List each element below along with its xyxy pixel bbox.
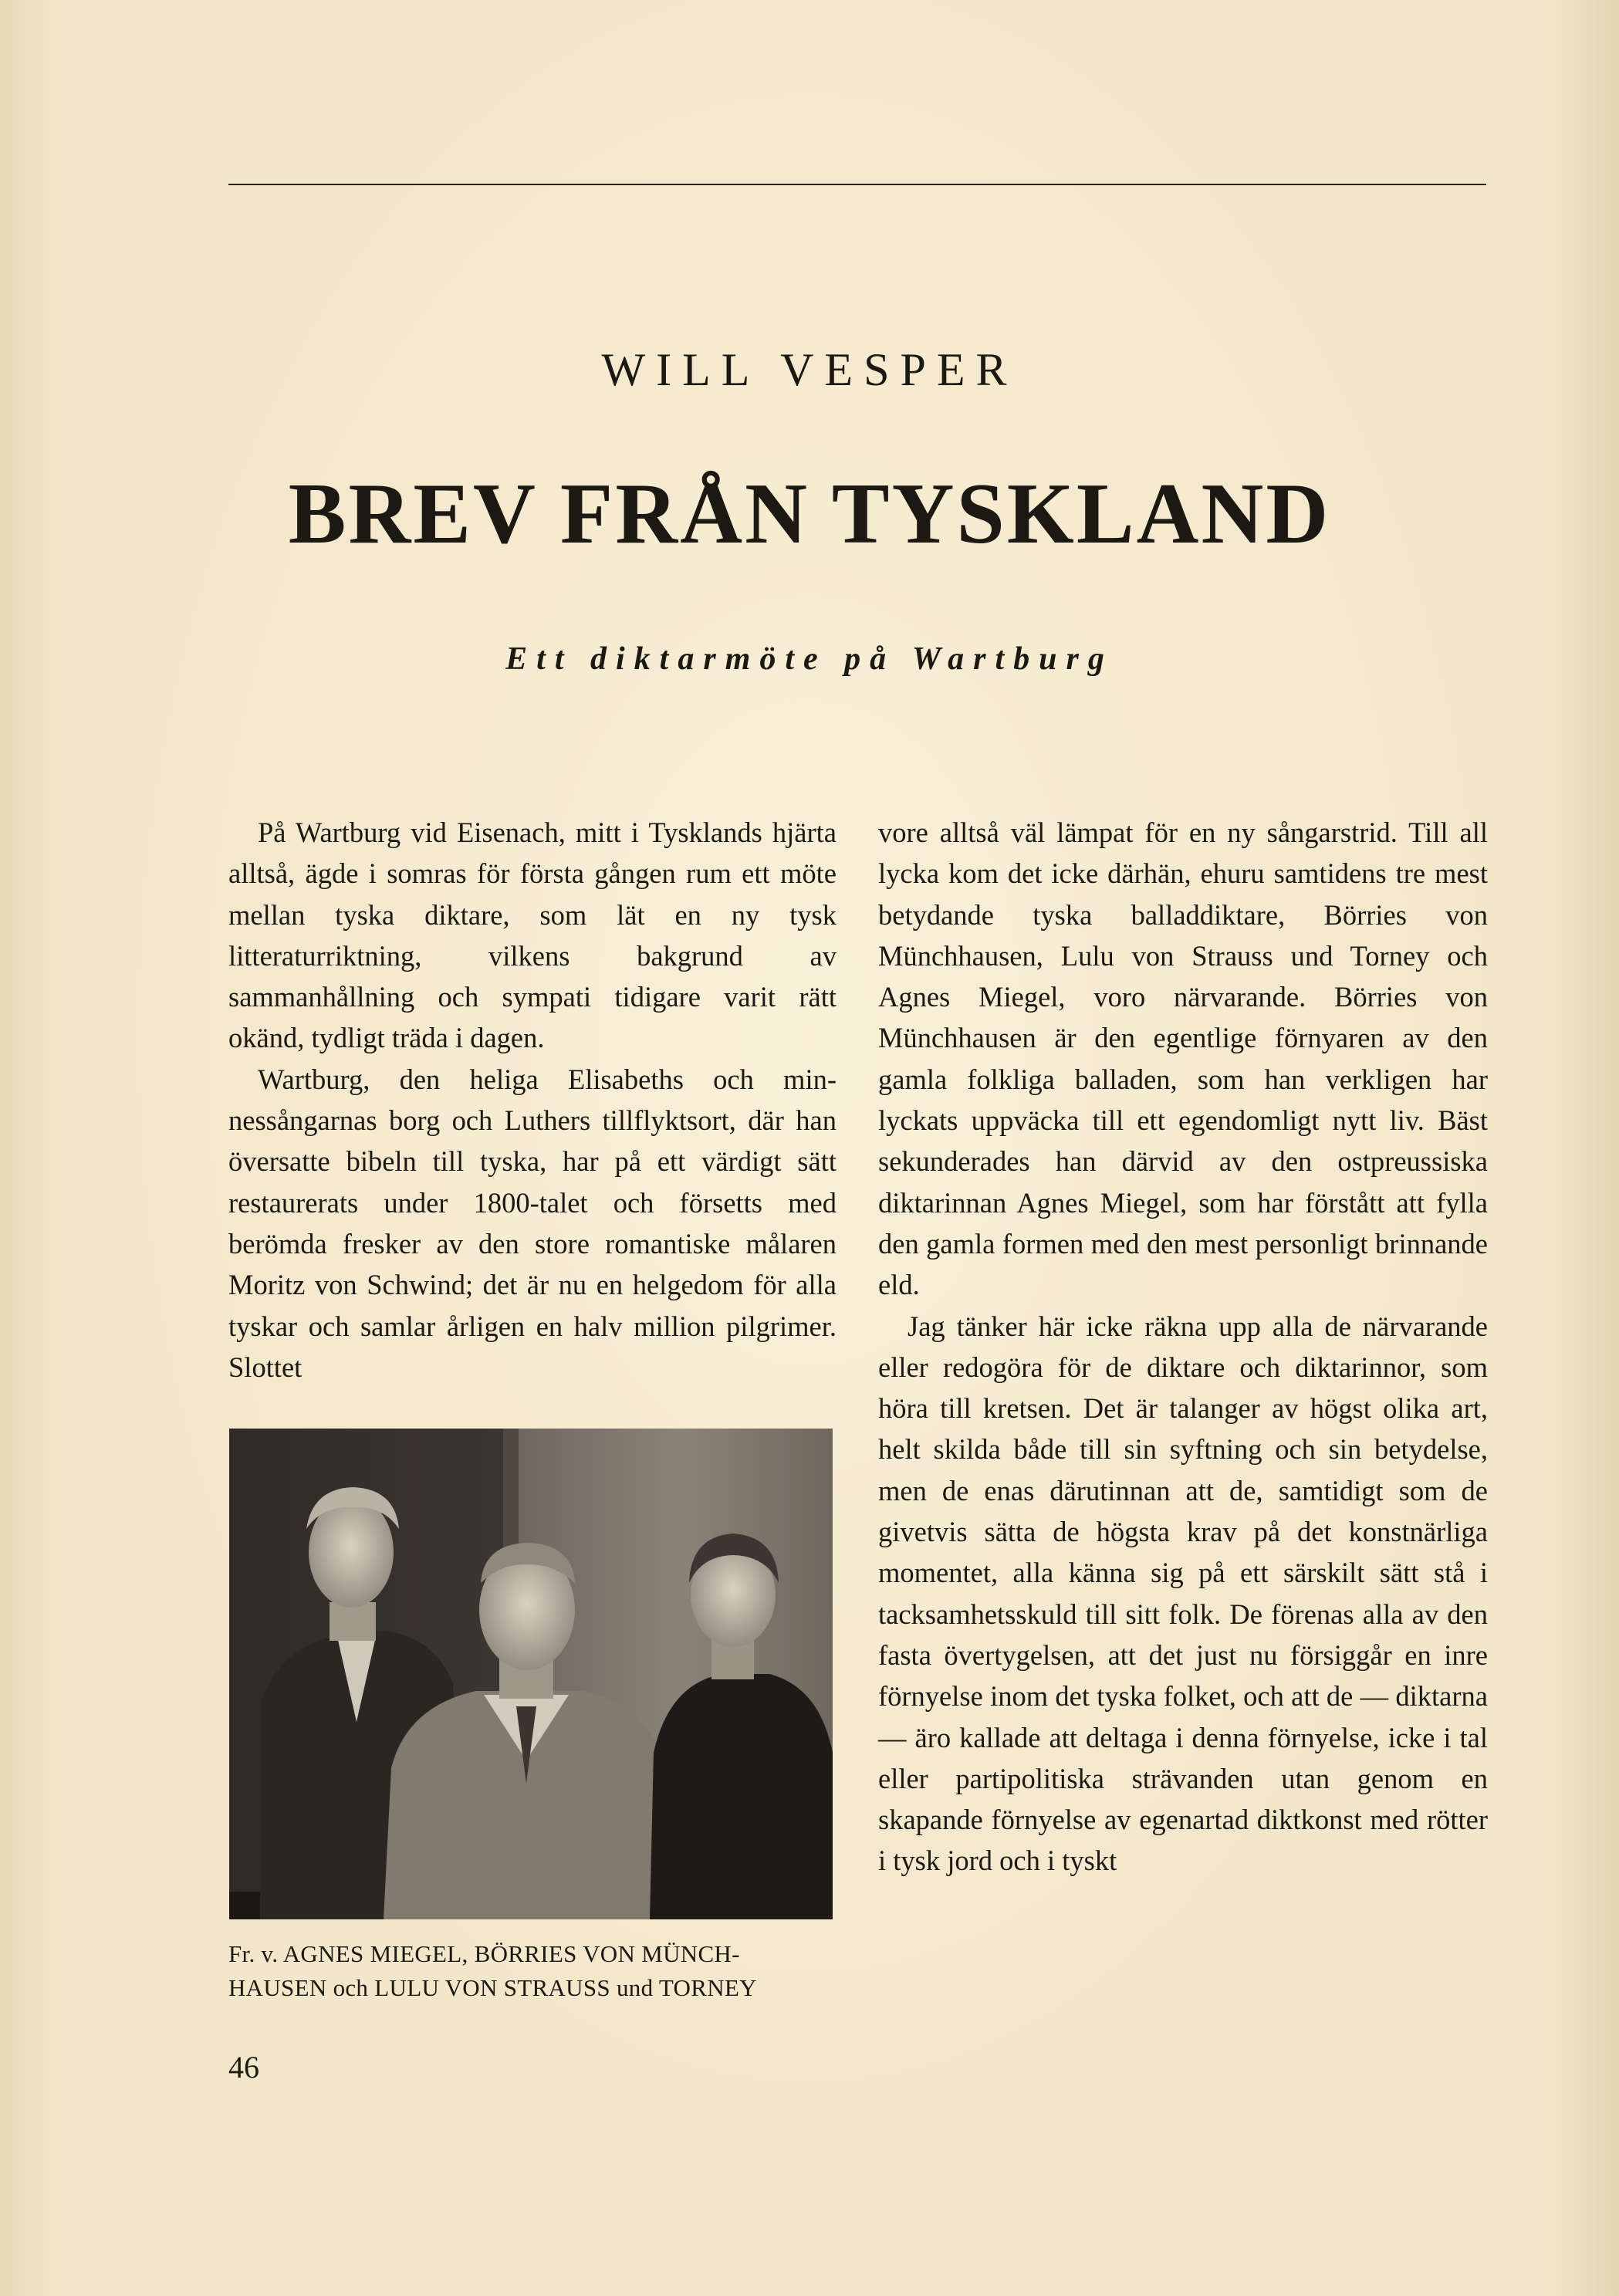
paragraph: På Wartburg vid Eisenach, mitt i Tysklands hjärta alltså, ägde i somras för första gången rum ett möte mellan tyska diktare, som lät en ny tysk litteraturriktning, vilkens bakgrund av sammanhållning och sympati tidigare varit rätt okänd, tydligt träda i dagen. <box>228 817 837 1054</box>
paragraph: vore alltså väl lämpat för en ny sångarstrid. Till all lycka kom det icke därhän, ehuru samtidens tre mest betydande tyska balladdiktare, Börries von Münchhausen, Lulu von Strauss und Torney och Agnes Miegel, voro närvarande. Börries von Münchhausen är den egentlige förnyaren av den gamla folkliga balladen, som han verkligen har lyckats uppväcka till ett egendomligt nytt liv. Bäst sekunderades han därvid av den ostpreussiska diktarinnan Agnes Miegel, som har förstått att fylla den gamla formen med den mest personligt brinnande eld. <box>878 817 1488 1301</box>
page-number: 46 <box>228 2050 259 2085</box>
right-column <box>878 812 1488 1882</box>
article-title: BREV FRÅN TYSKLAND <box>288 466 1331 562</box>
article-subtitle: Ett diktarmöte på Wartburg <box>505 641 1114 677</box>
group-photo <box>229 1429 833 1919</box>
author-name: WILL VESPER <box>601 344 1018 395</box>
caption-line: Fr. v. AGNES MIEGEL, BÖRRIES VON MÜNCH- <box>228 1940 740 1967</box>
group-photo-illustration <box>229 1429 833 1919</box>
paragraph: Wartburg, den heliga Elisabeths och minnessångarnas borg och Luthers tillflyktsort, där han översatte bibeln till tyska, har på ett värdigt sätt restaurerats under 1800-talet och försetts med berömda fresker av den store romantiske målaren Moritz von Schwind; det är nu en helgedom för alla tyskar och samlar årligen en halv million pilgrimer. Slottet <box>228 1063 837 1383</box>
caption-line: HAUSEN och LULU VON STRAUSS und TORNEY <box>228 1974 757 2001</box>
paragraph: Jag tänker här icke räkna upp alla de närvarande eller redogöra för de diktare och diktarinnor, som höra till kretsen. Det är talanger av högst olika art, helt skilda både till sin syftning och sin betydelse, men de enas därutinnan att de, samtidigt som de givetvis sätta de högsta krav på det konstnärliga momentet, alla känna sig på ett särskilt sätt stå i tacksamhetsskuld till sitt folk. De förenas alla av den fasta övertygelsen, att det just nu försiggår en inre förnyelse inom det tyska folket, och att de — diktarna — äro kallade att deltaga i denna förnyelse, icke i tal eller partipolitiska strävanden utan genom en skapande förnyelse av egenartad diktkonst med rötter i tysk jord och i tyskt <box>878 1310 1488 1877</box>
left-column <box>228 812 837 1388</box>
top-rule <box>228 184 1486 185</box>
photo-caption <box>228 1937 840 2005</box>
